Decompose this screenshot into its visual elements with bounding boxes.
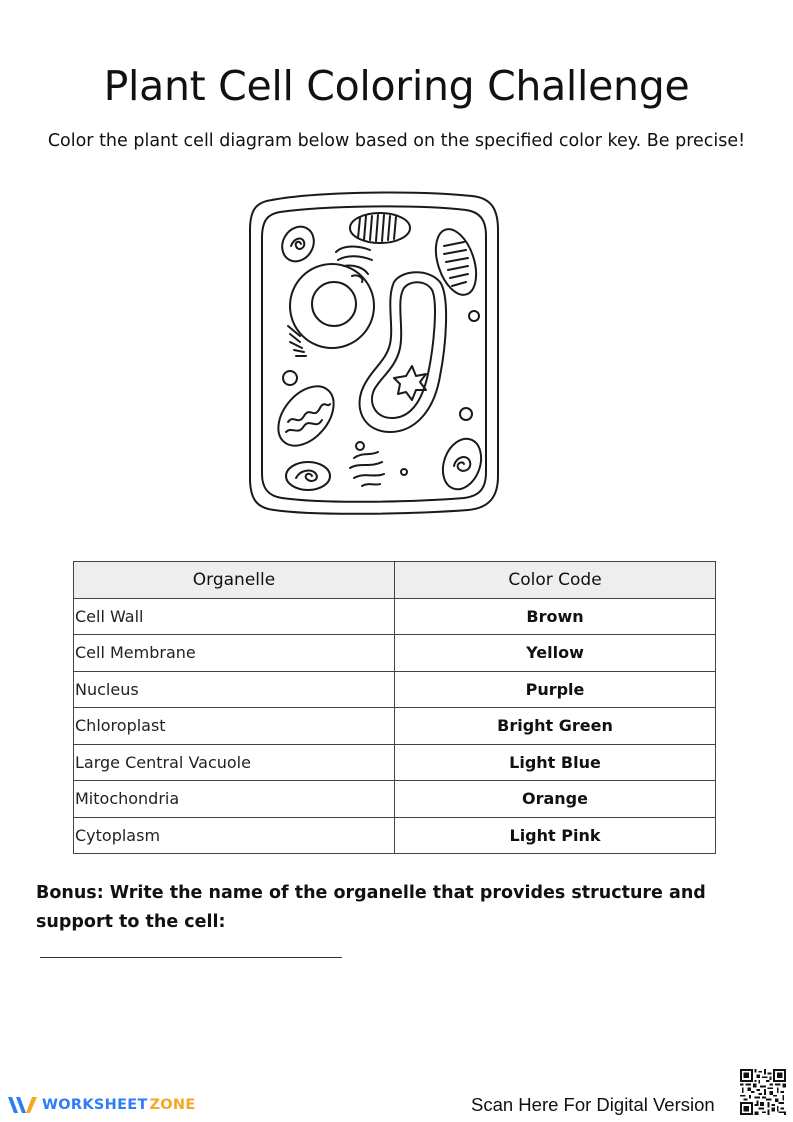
cell-wall-outer (250, 193, 498, 514)
color-code-cell: Light Blue (395, 744, 716, 781)
color-code-cell: Orange (395, 781, 716, 818)
vesicle-1 (469, 311, 479, 321)
answer-line[interactable] (40, 957, 342, 958)
organelle-cell: Large Central Vacuole (74, 744, 395, 781)
color-key-table (73, 561, 716, 854)
golgi-bottom (350, 452, 384, 486)
table-row (74, 671, 716, 708)
color-code-cell: Purple (395, 671, 716, 708)
color-code-cell: Bright Green (395, 708, 716, 745)
plant-cell-diagram (244, 186, 504, 516)
scan-text: Scan Here For Digital Version (471, 1094, 715, 1115)
vesicle-2 (283, 371, 297, 385)
color-code-cell: Light Pink (395, 817, 716, 854)
qr-code-icon[interactable] (740, 1069, 786, 1115)
header-color-code: Color Code (395, 562, 716, 599)
brand-logo (6, 1092, 196, 1118)
instructions-text: Color the plant cell diagram below based on the specified color key. Be precise! (47, 131, 746, 151)
brand-name (42, 1097, 196, 1113)
table-row (74, 744, 716, 781)
organelle-cell: Cell Wall (74, 598, 395, 635)
nucleus (290, 264, 374, 348)
color-code-cell: Brown (395, 598, 716, 635)
organelle-top-left (276, 221, 320, 267)
brand-name-part1: WORKSHEET (42, 1097, 148, 1113)
vesicle-3 (460, 408, 472, 420)
bonus-question: Bonus: Write the name of the organelle that provides structure and support to the cell: (36, 883, 706, 932)
vesicle-5 (401, 469, 407, 475)
organelle-bottom-left (267, 376, 344, 456)
organelle-cell: Cytoplasm (74, 817, 395, 854)
organelle-cell: Cell Membrane (74, 635, 395, 672)
color-code-cell: Yellow (395, 635, 716, 672)
organelle-bottom-right (436, 433, 488, 494)
table-row (74, 817, 716, 854)
worksheet-zone-logo-icon (6, 1093, 40, 1117)
organelle-cell: Chloroplast (74, 708, 395, 745)
organelle-top-center (350, 213, 410, 243)
table-row (74, 708, 716, 745)
organelle-bottom-small (286, 462, 330, 490)
table-row (74, 781, 716, 818)
cell-membrane (262, 206, 486, 501)
brand-name-part2: ZONE (149, 1097, 196, 1113)
table-header-row (74, 562, 716, 599)
page-title: Plant Cell Coloring Challenge (103, 62, 690, 110)
table-row (74, 635, 716, 672)
organelle-top-right (428, 224, 483, 300)
vesicle-4 (356, 442, 364, 450)
organelle-cell: Nucleus (74, 671, 395, 708)
organelle-cell: Mitochondria (74, 781, 395, 818)
header-organelle: Organelle (74, 562, 395, 599)
table-row (74, 598, 716, 635)
